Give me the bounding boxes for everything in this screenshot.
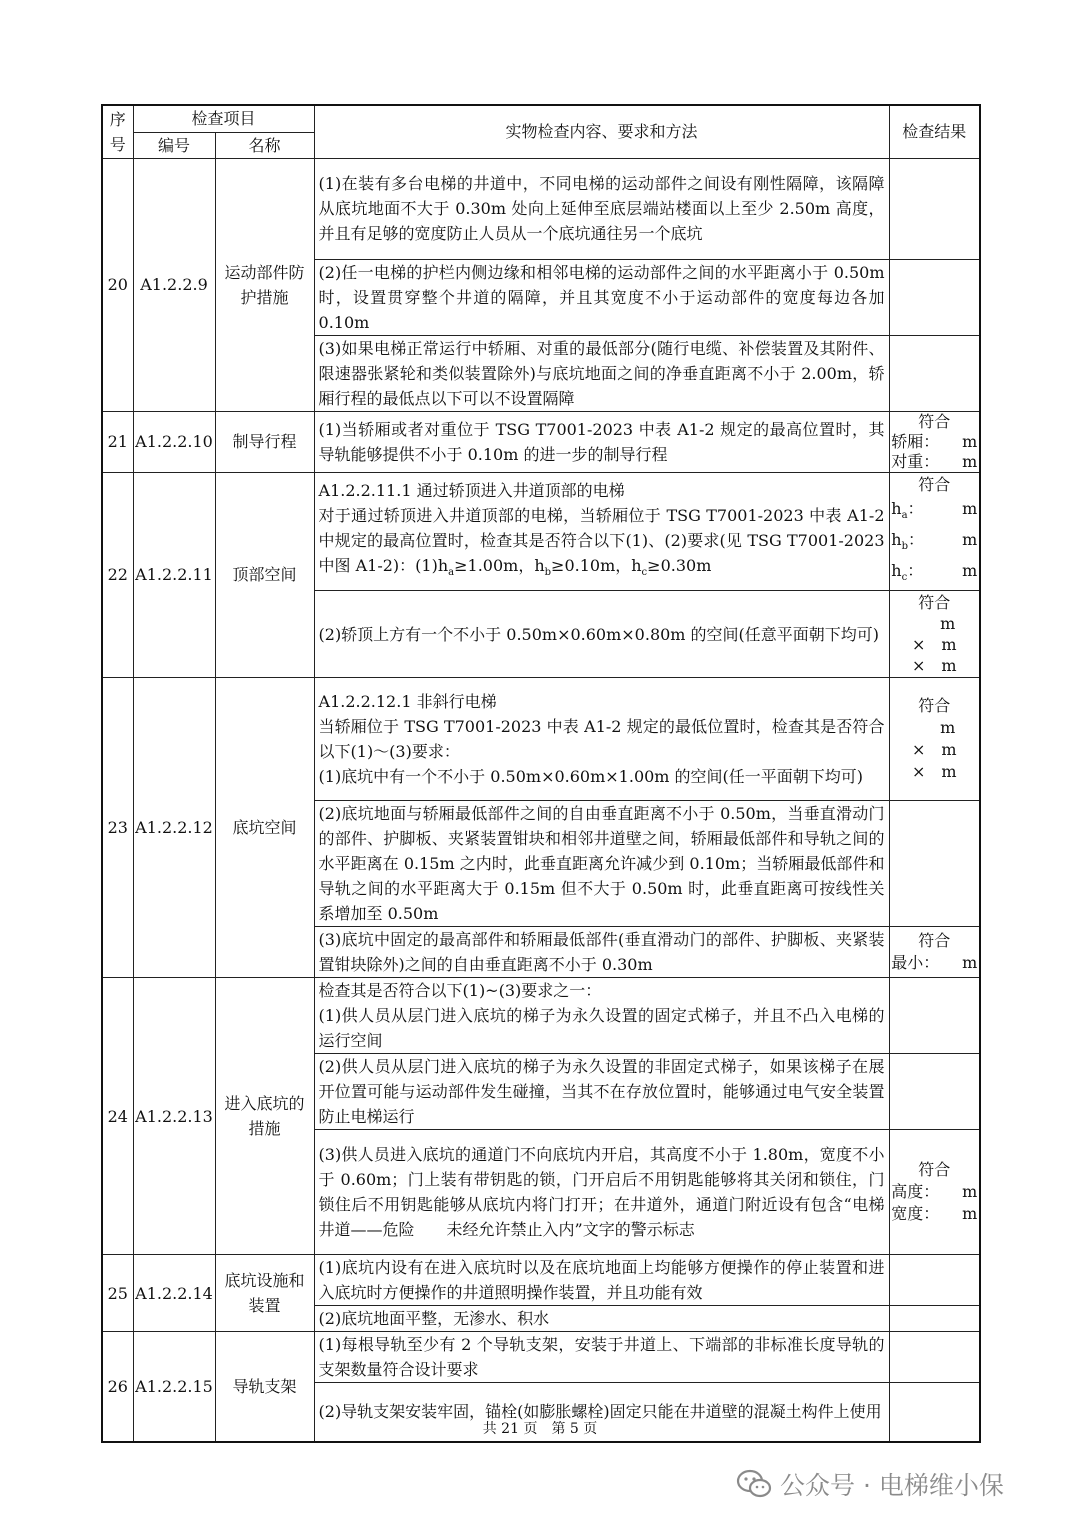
item-code: A1.2.2.10 [133, 411, 215, 472]
requirement-text: (1)每根导轨至少有 2 个导轨支架，安装于井道上、下端部的非标准长度导轨的支架数量符合设计要求 [314, 1332, 889, 1383]
result-title: 符合 [918, 931, 951, 951]
requirement-text: (1)底坑内设有在进入底坑时以及在底坑地面上均能够方便操作的停止装置和进入底坑时方便操作的井道照明操作装置，并且功能有效 [314, 1255, 889, 1306]
result-unit: m [962, 498, 978, 518]
result-unit: m [962, 560, 978, 580]
requirement-text: A1.2.2.11.1 通过轿顶进入井道顶部的电梯 对于通过轿顶进入井道顶部的电梯，当轿厢位于 TSG T7001-2023 中表 A1-2 中规定的最高位置时，检查其是否符合以下(1)、(2)要求(见 TSG T7001-2023 中图 A1-2)：$(1)h_a\ge 1.00m$，$h_b\ge 0.10m$，$h_c\ge 0.30m$ [314, 472, 889, 591]
result-cell: 符合 $h_a$： m $h_b$： m $h_c$： m [889, 472, 980, 591]
requirement-text: (3)底坑中固定的最高部件和轿厢最低部件(垂直滑动门的部件、护脚板、夹紧装置钳块除外)之间的自由垂直距离不小于 0.30m [314, 927, 889, 978]
result-cell: 符合 m × m × m [889, 591, 980, 678]
item-code: A1.2.2.11 [133, 472, 215, 678]
result-cell [889, 1306, 980, 1332]
item-name: 导轨支架 [215, 1332, 314, 1442]
requirement-text: (1)在装有多台电梯的井道中，不同电梯的运动部件之间设有刚性隔障，该隔障从底坑地面不大于 0.30m 处向上延伸至底层端站楼面以上至少 2.50m 高度，并且有足够的宽度防止人员从一个底坑通往另一个底坑 [314, 158, 889, 259]
table-row [102, 978, 980, 1054]
requirement-text: (1)当轿厢或者对重位于 TSG T7001-2023 中表 A1-2 规定的最高位置时，其导轨能够提供不小于 0.10m 的进一步的制导行程 [314, 411, 889, 472]
watermark-text: 公众号 · 电梯维小保 [780, 1471, 1004, 1500]
row-number: 24 [102, 978, 133, 1255]
requirement-text: (2)底坑地面平整，无渗水、积水 [314, 1306, 889, 1332]
result-unit: m [962, 1204, 978, 1224]
row-number: 20 [102, 158, 133, 411]
requirement-text: (2)轿顶上方有一个不小于 0.50m×0.60m×0.80m 的空间(任意平面朝下均可) [314, 591, 889, 678]
result-cell [889, 978, 980, 1054]
result-cell [889, 1255, 980, 1306]
item-name: 顶部空间 [215, 472, 314, 678]
result-cell [889, 1332, 980, 1383]
item-code: A1.2.2.13 [133, 978, 215, 1255]
requirement-text: (2)供人员从层门进入底坑的梯子为永久设置的非固定式梯子，如果该梯子在展开位置可能与运动部件发生碰撞，当其不在存放位置时，能够通过电气安全装置防止电梯运行 [314, 1054, 889, 1130]
item-name: 底坑空间 [215, 678, 314, 978]
result-cell [889, 927, 980, 978]
result-title: 符合 [918, 593, 951, 613]
result-cell [889, 1054, 980, 1130]
table-row [102, 472, 980, 591]
result-cell [889, 411, 980, 472]
item-name: 底坑设施和装置 [215, 1255, 314, 1332]
result-title: 符合 [918, 1160, 951, 1180]
result-cell [889, 259, 980, 335]
wechat-icon [736, 1469, 772, 1499]
requirement-text: 检查其是否符合以下(1)~(3)要求之一： (1)供人员从层门进入底坑的梯子为永久设置的固定式梯子，并且不凸入电梯的运行空间 [314, 978, 889, 1054]
result-label: 宽度： [891, 1204, 940, 1224]
header-check-item: 检查项目 [133, 105, 314, 132]
row-number: 25 [102, 1255, 133, 1332]
result-cell [889, 335, 980, 411]
requirement-text: (2)导轨支架安装牢固，锚栓(如膨胀螺栓)固定只能在井道壁的混凝土构件上使用 [314, 1383, 889, 1442]
item-name: 运动部件防护措施 [215, 158, 314, 411]
header-name: 名称 [215, 132, 314, 158]
result-unit: m [962, 1182, 978, 1202]
result-unit: m [962, 431, 978, 451]
table-row [102, 411, 980, 472]
requirement-text: (3)如果电梯正常运行中轿厢、对重的最低部分(随行电缆、补偿装置及其附件、限速器张紧轮和类似装置除外)与底坑地面之间的净垂直距离不小于 2.00m，轿厢行程的最低点以下可以不设置隔障 [314, 335, 889, 411]
result-label: 轿厢： [891, 431, 940, 451]
requirement-text: (3)供人员进入底坑的通道门不向底坑内开启，其高度不小于 1.80m，宽度不小于 0.60m；门上装有带钥匙的锁，门开启后不用钥匙能够将其关闭和锁住，门锁住后不用钥匙能够从底坑内将门打开；在井道外，通道门附近设有包含“电梯井道——危险 未经允许禁止入内”文字的警示标志 [314, 1130, 889, 1255]
item-code: A1.2.2.9 [133, 158, 215, 411]
item-name: 进入底坑的措施 [215, 978, 314, 1255]
page-footer: 共 21 页 第 5 页 [482, 1421, 598, 1437]
row-number: 22 [102, 472, 133, 678]
header-row [102, 105, 980, 132]
header-result: 检查结果 [889, 105, 980, 158]
result-unit: m [962, 529, 978, 549]
result-title: 符合 [918, 411, 951, 431]
watermark [736, 1466, 1004, 1502]
row-number: 26 [102, 1332, 133, 1442]
result-title: 符合 [918, 696, 951, 716]
result-title: 符合 [918, 474, 951, 494]
requirement-text: A1.2.2.12.1 非斜行电梯 当轿厢位于 TSG T7001-2023 中表 A1-2 规定的最低位置时，检查其是否符合以下(1)～(3)要求： (1)底坑中有一个不小于 0.50m×0.60m×1.00m 的空间(任一平面朝下均可) [314, 678, 889, 801]
result-label: 对重： [891, 451, 940, 471]
header-content: 实物检查内容、要求和方法 [314, 105, 889, 158]
header-code: 编号 [133, 132, 215, 158]
item-code: A1.2.2.12 [133, 678, 215, 978]
row-number: 21 [102, 411, 133, 472]
item-code: A1.2.2.14 [133, 1255, 215, 1332]
item-code: A1.2.2.15 [133, 1332, 215, 1442]
table-row [102, 678, 980, 801]
requirement-text: (2)底坑地面与轿厢最低部件之间的自由垂直距离不小于 0.50m，当垂直滑动门的部件、护脚板、夹紧装置钳块和相邻井道壁之间，轿厢最低部件和导轨之间的水平距离在 0.15m 之内时，此垂直距离允许减少到 0.10m；当轿厢最低部件和导轨之间的水平距离大于 0.15m 但不大于 0.50m 时，此垂直距离可按线性关系增加至 0.50m [314, 801, 889, 927]
table-row [102, 158, 980, 259]
result-cell [889, 801, 980, 927]
result-unit: m [962, 953, 978, 973]
requirement-text: (2)任一电梯的护栏内侧边缘和相邻电梯的运动部件之间的水平距离小于 0.50m 时，设置贯穿整个井道的隔障，并且其宽度不小于运动部件的宽度每边各加 0.10m [314, 259, 889, 335]
header-seq: 序 号 [102, 105, 133, 158]
item-name: 制导行程 [215, 411, 314, 472]
result-label: 高度： [891, 1182, 940, 1202]
result-cell [889, 1130, 980, 1255]
table-row [102, 1332, 980, 1383]
table-row [102, 1255, 980, 1306]
result-unit: m [962, 451, 978, 471]
result-cell: 符合 m × m × m [889, 678, 980, 801]
inspection-table [101, 104, 981, 1443]
result-label: 最小： [891, 953, 940, 973]
row-number: 23 [102, 678, 133, 978]
result-cell [889, 158, 980, 259]
